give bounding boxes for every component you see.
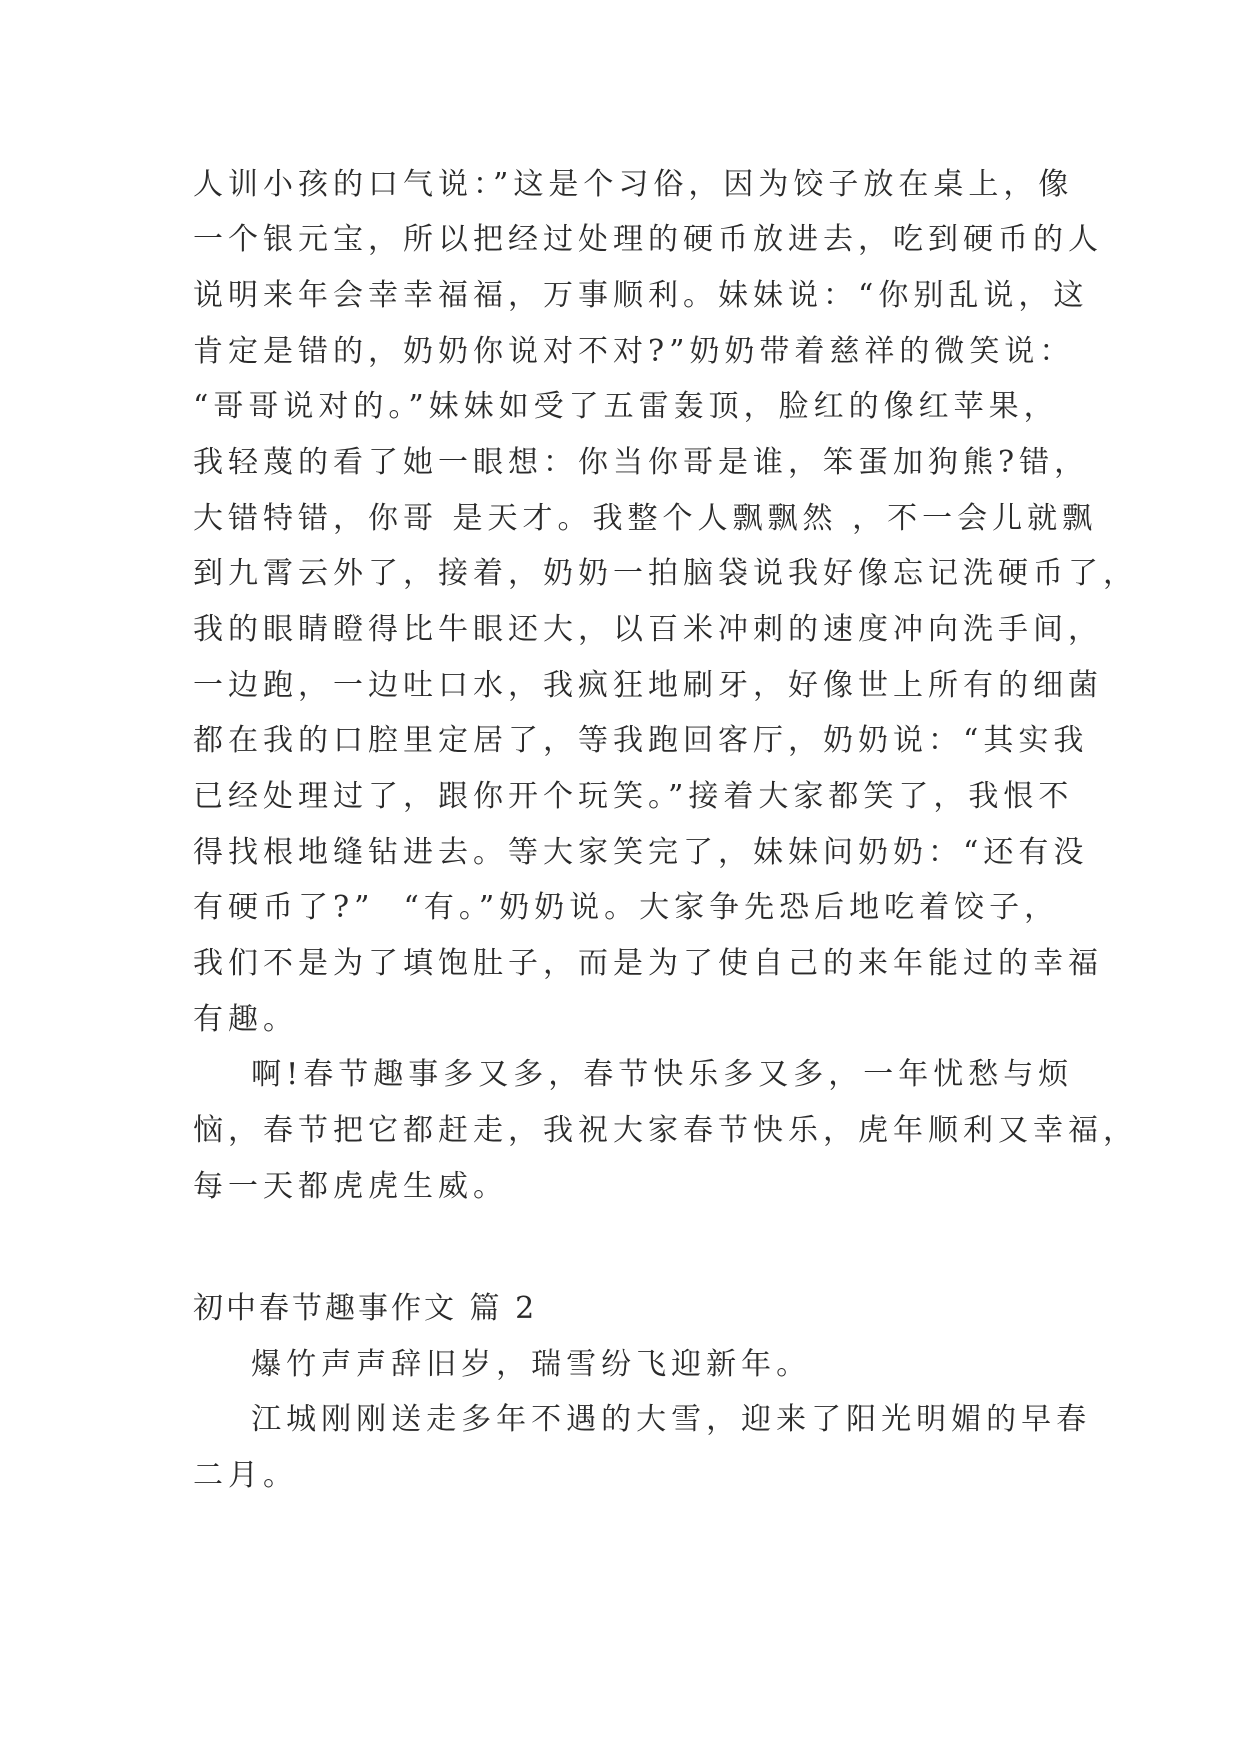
text-line: 肯定是错的，奶奶你说对不对?”奶奶带着慈祥的微笑说： bbox=[193, 334, 1075, 369]
text-line: 已经处理过了，跟你开个玩笑。”接着大家都笑了，我恨不 bbox=[193, 779, 1074, 814]
text-line: 一边跑，一边吐口水，我疯狂地刷牙，好像世上所有的细菌 bbox=[193, 668, 1103, 703]
text-line: “哥哥说对的。”妹妹如受了五雷轰顶，脸红的像红苹果， bbox=[193, 389, 1059, 424]
text-line: 江城刚刚送走多年不遇的大雪，迎来了阳光明媚的早春 bbox=[193, 1402, 1092, 1437]
text-line: 二月。 bbox=[193, 1458, 298, 1493]
text-line: 得找根地缝钻进去。等大家笑完了，妹妹问奶奶：“还有没 bbox=[193, 835, 1089, 870]
text-line: 说明来年会幸幸福福，万事顺利。妹妹说：“你别乱说，这 bbox=[193, 278, 1089, 313]
text-line: 恼，春节把它都赶走，我祝大家春节快乐，虎年顺利又幸福， bbox=[193, 1113, 1138, 1148]
text-line: 大错特错，你哥 是天才。我整个人飘飘然 ，不一会儿就飘 bbox=[193, 501, 1098, 536]
text-line: 每一天都虎虎生威。 bbox=[193, 1169, 508, 1204]
text-line: 我们不是为了填饱肚子，而是为了使自己的来年能过的幸福 bbox=[193, 946, 1103, 981]
section-heading: 初中春节趣事作文 篇 2 bbox=[193, 1291, 538, 1326]
text-line: 有趣。 bbox=[193, 1002, 298, 1037]
text-line: 我轻蔑的看了她一眼想：你当你哥是谁，笨蛋加狗熊?错， bbox=[193, 445, 1090, 480]
text-line: 有硬币了?” “有。”奶奶说。大家争先恐后地吃着饺子， bbox=[193, 890, 1060, 925]
text-line: 都在我的口腔里定居了，等我跑回客厅，奶奶说：“其实我 bbox=[193, 723, 1089, 758]
text-line: 爆竹声声辞旧岁，瑞雪纷飞迎新年。 bbox=[193, 1347, 812, 1382]
text-line: 到九霄云外了，接着，奶奶一拍脑袋说我好像忘记洗硬币了， bbox=[193, 556, 1138, 591]
text-line: 啊!春节趣事多又多，春节快乐多又多，一年忧愁与烦 bbox=[193, 1057, 1074, 1092]
text-line: 我的眼睛瞪得比牛眼还大，以百米冲刺的速度冲向洗手间， bbox=[193, 612, 1103, 647]
text-line: 人训小孩的口气说：”这是个习俗，因为饺子放在桌上，像 bbox=[193, 167, 1074, 202]
text-line: 一个银元宝，所以把经过处理的硬币放进去，吃到硬币的人 bbox=[193, 222, 1103, 257]
